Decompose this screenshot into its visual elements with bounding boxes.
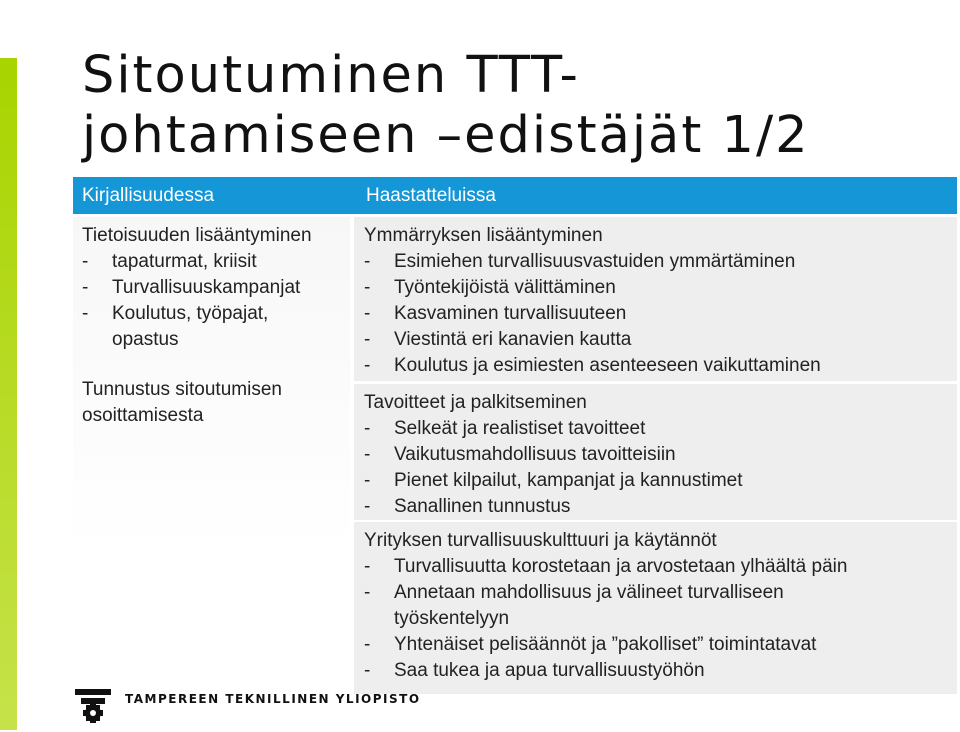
list-item: - Saa tukea ja apua turvallisuustyöhön	[364, 658, 957, 684]
list-item: - Turvallisuutta korostetaan ja arvostetaan ylhäältä päin	[364, 554, 957, 580]
list-item: - tapaturmat, kriisit	[82, 249, 350, 275]
list-item: - Sanallinen tunnustus	[364, 494, 957, 520]
literature-heading-recognition-2: osoittamisesta	[82, 405, 204, 426]
list-item: - Turvallisuuskampanjat	[82, 275, 350, 301]
page-title	[82, 46, 942, 166]
list-item-continuation: opastus	[112, 329, 179, 350]
tut-gear-logo-icon	[73, 684, 113, 724]
box-heading: Yrityksen turvallisuuskulttuuri ja käytännöt	[364, 530, 717, 551]
footer-branding	[73, 684, 433, 724]
header-interviews: Haastatteluissa	[366, 185, 496, 206]
list-item: - Koulutus, työpajat,	[82, 301, 350, 327]
list-item: - Kasvaminen turvallisuuteen	[364, 301, 957, 327]
column-header-bar	[73, 177, 957, 214]
list-item: - Annetaan mahdollisuus ja välineet turvalliseen	[364, 580, 957, 606]
interview-box-goals	[354, 384, 957, 520]
literature-column	[73, 217, 350, 680]
university-name: TAMPEREEN TEKNILLINEN YLIOPISTO	[125, 692, 421, 706]
list-item: - Selkeät ja realistiset tavoitteet	[364, 416, 957, 442]
interview-box-culture	[354, 522, 957, 694]
header-literature: Kirjallisuudessa	[82, 185, 215, 206]
list-item: - Pienet kilpailut, kampanjat ja kannustimet	[364, 468, 957, 494]
list-item: - Koulutus ja esimiesten asenteeseen vaikuttaminen	[364, 353, 957, 379]
list-item: - Työntekijöistä välittäminen	[364, 275, 957, 301]
list-item: - Vaikutusmahdollisuus tavoitteisiin	[364, 442, 957, 468]
interview-box-understanding	[354, 217, 957, 381]
literature-heading-recognition-1: Tunnustus sitoutumisen	[82, 379, 282, 400]
literature-heading-awareness: Tietoisuuden lisääntyminen	[82, 225, 312, 246]
list-item: - Viestintä eri kanavien kautta	[364, 327, 957, 353]
box-heading: Ymmärryksen lisääntyminen	[364, 225, 603, 246]
list-item: - Esimiehen turvallisuusvastuiden ymmärtäminen	[364, 249, 957, 275]
title-line-2: johtamiseen –edistäjät 1/2	[82, 106, 810, 165]
box-heading: Tavoitteet ja palkitseminen	[364, 392, 587, 413]
title-line-1: Sitoutuminen TTT-	[82, 46, 580, 105]
list-item-continuation: työskentelyyn	[394, 608, 510, 629]
left-accent-bar	[0, 58, 17, 730]
list-item: - Yhtenäiset pelisäännöt ja ”pakolliset” toimintatavat	[364, 632, 957, 658]
